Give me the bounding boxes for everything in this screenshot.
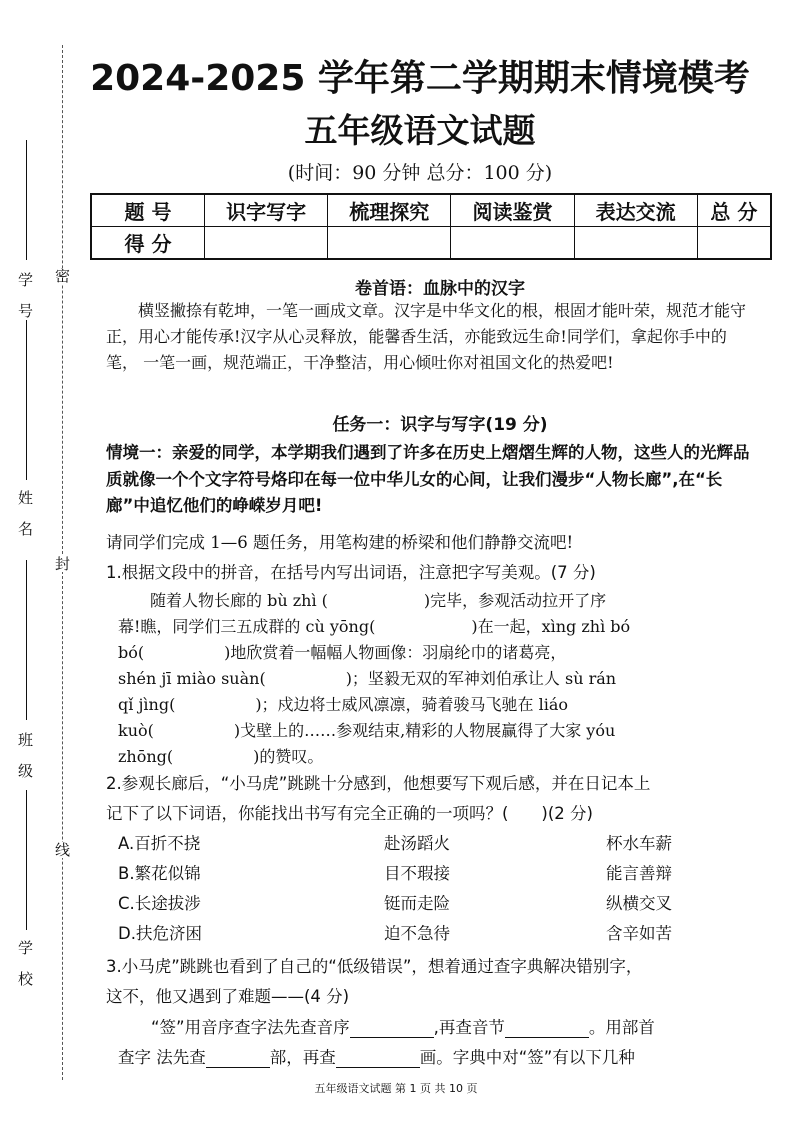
q3-text: “签”用音序查字法先查音序 — [118, 1018, 350, 1037]
score-header-cell: 梳理探究 — [328, 194, 451, 227]
score-input-cell[interactable] — [574, 227, 697, 260]
score-input-cell[interactable] — [328, 227, 451, 260]
field-label-student-id-text: 学 号 — [18, 271, 34, 320]
q1-line: 随着人物长廊的 bù zhì ( )完毕，参观活动拉开了序 — [118, 591, 607, 610]
task1-title: 任务一：识字与写字(19 分) — [332, 415, 548, 435]
q1-line: kuò( )戈壁上的……参观结束,精彩的人物展赢得了大家 yóu — [118, 721, 616, 740]
q2-option-word: 赴汤蹈火 — [384, 834, 450, 853]
page-footer: 五年级语文试题 第 1 页 共 10 页 — [314, 1082, 478, 1095]
q2-option-word: 能言善辩 — [606, 864, 672, 883]
score-table-header-row — [91, 194, 771, 227]
q3-blank-radical[interactable] — [206, 1048, 270, 1068]
score-input-cell[interactable] — [697, 227, 771, 260]
seal-char-mi: 密 — [55, 267, 71, 285]
q3-text: ,再查音节 — [433, 1018, 505, 1037]
field-line-student-id[interactable] — [26, 140, 27, 260]
q1-line: shén jī miào suàn( )；坚毅无双的军神刘伯承让人 sù rán — [118, 669, 617, 688]
q1-line: zhōng( )的赞叹。 — [118, 747, 324, 766]
q3-body-line1 — [118, 1014, 768, 1038]
q3-text: 。用部首 — [588, 1018, 655, 1037]
q2-option-word: 纵横交叉 — [606, 894, 672, 913]
q1-line: 幕!瞧，同学们三五成群的 cù yōng( )在一起，xìng zhì bó — [118, 617, 631, 636]
field-line-school[interactable] — [26, 790, 27, 930]
q2-stem-line: 2.参观长廊后，“小马虎”跳跳十分感到，他想要写下观后感，并在日记本上 — [106, 774, 651, 793]
score-input-cell[interactable] — [205, 227, 328, 260]
exam-title: 2024-2025 学年第二学期期末情境模考 — [90, 58, 750, 99]
score-table — [90, 193, 772, 260]
field-label-class-text: 班 级 — [18, 731, 34, 780]
task1-situation: 情境一：亲爱的同学，本学期我们遇到了许多在历史上熠熠生辉的人物，这些人的光辉品质就像一个个文字符号烙印在每一位中华儿女的心间，让我们漫步“人物长廊”,在“长廊”中追忆他们的峥嵘岁月吧! — [106, 443, 750, 515]
field-line-name[interactable] — [26, 320, 27, 480]
score-header-cell: 表达交流 — [574, 194, 697, 227]
q2-stem-line: 记下了以下词语，你能找出书写有完全正确的一项吗？( )(2 分) — [106, 804, 593, 823]
q2-option-word: 含辛如苦 — [606, 924, 672, 943]
q3-stem-line: 3.小马虎”跳跳也看到了自己的“低级错误”，想着通过查字典解决错别字， — [106, 957, 643, 976]
exam-meta: (时间：90 分钟 总分：100 分) — [287, 162, 553, 184]
q2-option-word: 铤而走险 — [384, 894, 450, 913]
q1-line: qǐ jìng( )；戍边将士威风凛凛，骑着骏马飞驰在 liáo — [118, 695, 569, 714]
score-header-cell: 识字写字 — [205, 194, 328, 227]
preface-text: 横竖撇捺有乾坤，一笔一画成文章。汉字是中华文化的根，根固才能叶荣，规范才能守正，用心才能传承!汉字从心灵释放，能馨香生活，亦能致远生命!同学们，拿起你手中的笔， 一笔一画，规范端正，干净整洁，用心倾吐你对祖国文化的热爱吧! — [106, 301, 747, 372]
q2-option-c[interactable]: C.长途拔涉 — [118, 894, 201, 913]
score-header-cell: 题 号 — [91, 194, 205, 227]
field-label-name-text: 姓 名 — [18, 489, 34, 538]
score-row-label: 得 分 — [91, 227, 205, 260]
q3-blank-strokes[interactable] — [336, 1048, 420, 1068]
q2-option-a[interactable]: A.百折不挠 — [118, 834, 201, 853]
seal-char-feng: 封 — [55, 555, 71, 573]
q2-option-word: 迫不急待 — [384, 924, 450, 943]
score-table-score-row — [91, 227, 771, 260]
field-label-name — [18, 490, 38, 538]
q3-body-line2 — [118, 1044, 768, 1068]
q1-stem: 1.根据文段中的拼音，在括号内写出词语，注意把字写美观。(7 分) — [106, 563, 596, 582]
q3-blank-syllable[interactable] — [505, 1018, 589, 1038]
score-header-cell: 阅读鉴赏 — [451, 194, 574, 227]
q3-blank-initial[interactable] — [350, 1018, 434, 1038]
q2-option-word: 杯水车薪 — [606, 834, 672, 853]
field-label-student-id — [18, 272, 38, 320]
q3-stem-line: 这不，他又遇到了难题——(4 分) — [106, 987, 350, 1006]
q3-text: 画。字典中对“签”有以下几种 — [419, 1048, 635, 1067]
task1-intro: 请同学们完成 1—6 题任务，用笔构建的桥梁和他们静静交流吧! — [106, 533, 574, 552]
q2-option-d[interactable]: D.扶危济困 — [118, 924, 202, 943]
q1-line: bó( )地欣赏着一幅幅人物画像：羽扇纶巾的诸葛亮， — [118, 643, 567, 662]
field-line-class[interactable] — [26, 560, 27, 720]
field-label-school — [18, 940, 38, 988]
score-input-cell[interactable] — [451, 227, 574, 260]
preface-title: 卷首语：血脉中的汉字 — [355, 279, 525, 299]
score-header-cell: 总 分 — [697, 194, 771, 227]
q3-text: 查字 法先查 — [118, 1048, 206, 1067]
q2-option-b[interactable]: B.繁花似锦 — [118, 864, 201, 883]
field-label-class — [18, 732, 38, 780]
seal-char-xian: 线 — [55, 841, 71, 859]
exam-subtitle: 五年级语文试题 — [304, 111, 536, 150]
q3-text: 部，再查 — [269, 1048, 336, 1067]
field-label-school-text: 学 校 — [18, 939, 34, 988]
q2-option-word: 目不瑕接 — [384, 864, 450, 883]
